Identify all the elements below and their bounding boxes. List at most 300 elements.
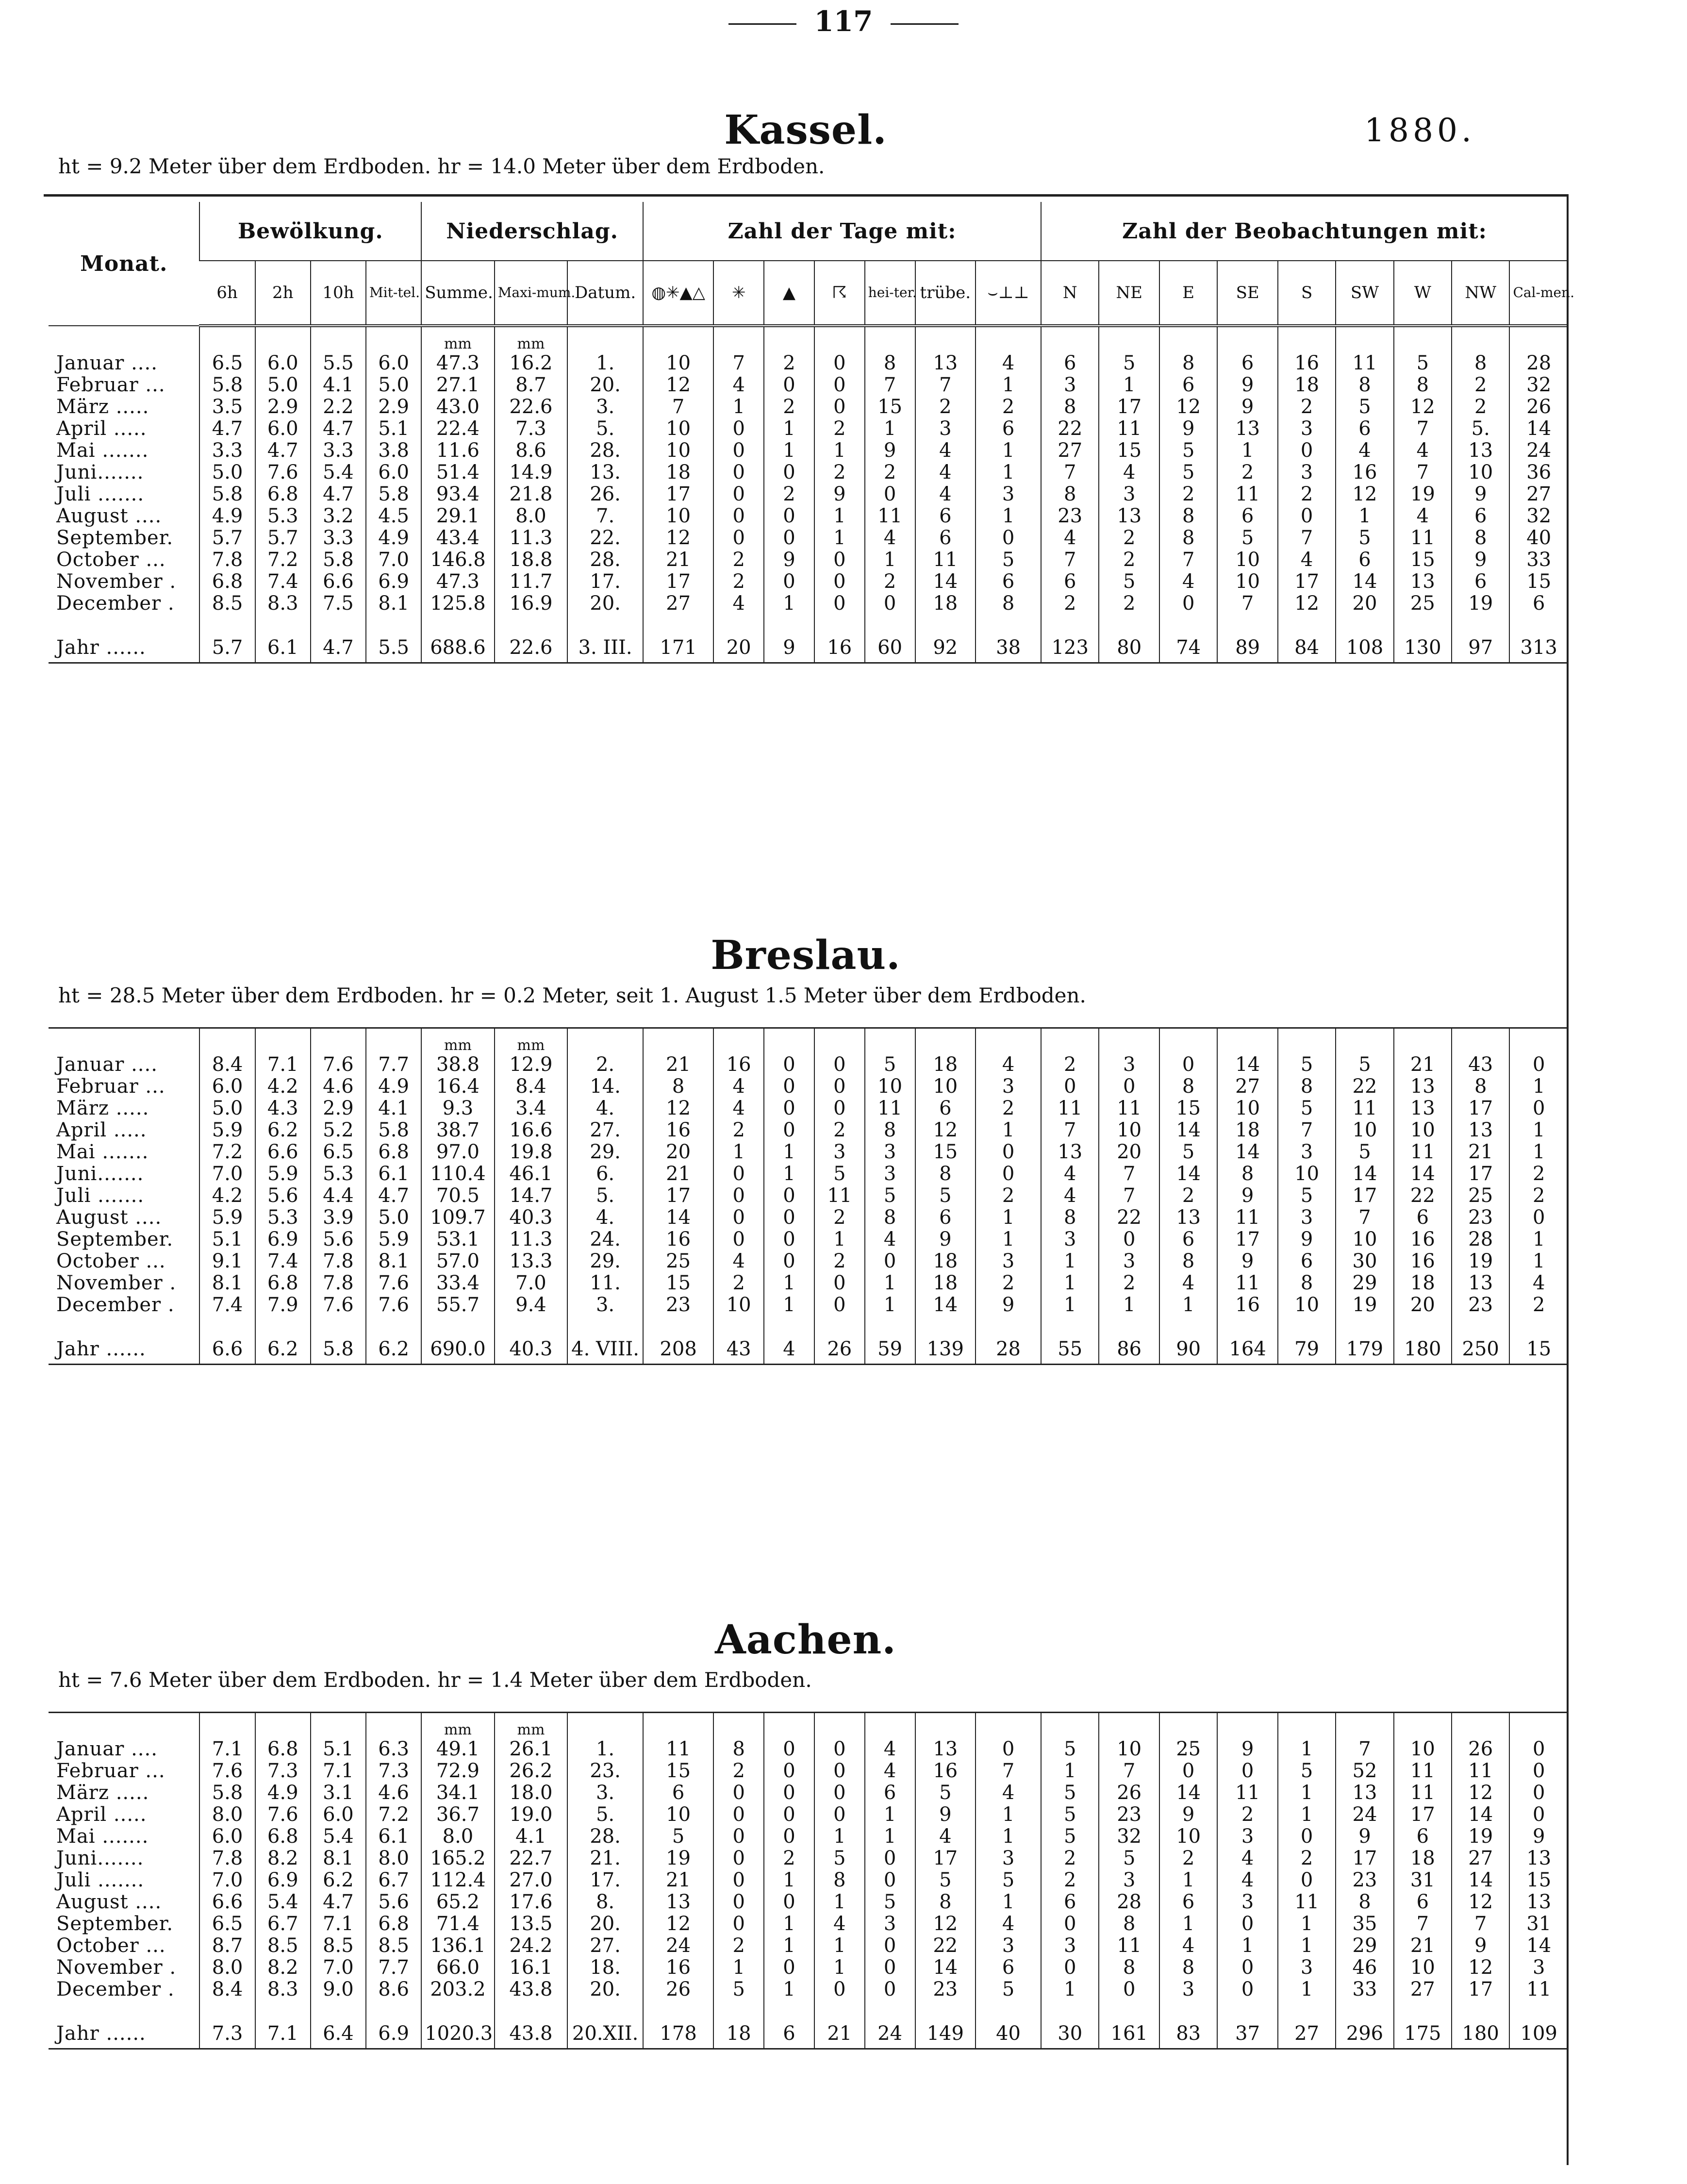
data-cell: 0: [764, 1250, 814, 1272]
data-cell: 0: [764, 1119, 814, 1141]
data-cell: 22.6: [495, 396, 568, 418]
data-cell: 7: [865, 374, 915, 396]
data-cell: 28.: [567, 1826, 643, 1848]
data-cell: 83: [1159, 2019, 1217, 2049]
hail-triangle-icon: ▲: [764, 261, 814, 326]
data-cell: 0: [1159, 1760, 1217, 1782]
empty-cell: [567, 2001, 643, 2019]
data-cell: 16: [643, 1119, 713, 1141]
data-cell: 6.2: [366, 1334, 421, 1365]
data-cell: 0: [764, 1760, 814, 1782]
header-dash-left: [728, 23, 796, 25]
data-cell: 11: [1217, 1782, 1278, 1804]
data-cell: 17: [643, 483, 713, 505]
data-cell: 10: [1394, 1738, 1452, 1760]
data-cell: 2: [1452, 374, 1509, 396]
month-label: April .....: [56, 1803, 147, 1826]
data-cell: 3: [865, 1163, 915, 1185]
data-cell: 16.1: [495, 1957, 568, 1979]
data-cell: 6.8: [366, 1913, 421, 1935]
empty-cell: [713, 2001, 764, 2019]
data-cell: 47.3: [421, 352, 495, 374]
data-cell: 2: [814, 1207, 865, 1229]
data-cell: 23: [1336, 1869, 1393, 1891]
data-cell: 1: [976, 1804, 1041, 1826]
data-cell: 7.: [567, 505, 643, 527]
data-cell: 20: [713, 633, 764, 663]
data-cell: 19.0: [495, 1804, 568, 1826]
data-cell: 6.0: [311, 1804, 366, 1826]
empty-cell: [311, 326, 366, 352]
data-cell: 7: [1099, 1185, 1159, 1207]
data-cell: 5: [814, 1163, 865, 1185]
data-cell: 8.5: [311, 1935, 366, 1957]
data-cell: 4.3: [255, 1098, 311, 1119]
data-cell: 5.8: [199, 483, 255, 505]
table-row: [49, 1163, 1568, 1185]
empty-cell: [495, 615, 568, 633]
data-cell: 6: [1159, 1229, 1217, 1250]
data-cell: 5: [865, 1054, 915, 1076]
data-cell: 9: [1217, 396, 1278, 418]
month-label: Jahr ......: [49, 1334, 199, 1365]
empty-cell: [1452, 615, 1509, 633]
data-cell: 10: [1394, 1119, 1452, 1141]
empty-cell: [1041, 326, 1099, 352]
data-cell: 8.4: [199, 1054, 255, 1076]
data-cell: 16: [643, 1957, 713, 1979]
data-cell: 4: [915, 1826, 976, 1848]
data-cell: 2: [814, 1119, 865, 1141]
empty-cell: [976, 326, 1041, 352]
data-cell: 5.9: [199, 1119, 255, 1141]
table-row: [49, 1848, 1568, 1869]
data-cell: 5: [1041, 1738, 1099, 1760]
data-cell: 16: [1336, 462, 1393, 483]
data-cell: 6.4: [311, 2019, 366, 2049]
data-cell: 6: [976, 1957, 1041, 1979]
data-cell: 9: [764, 549, 814, 571]
data-cell: 5: [1336, 527, 1393, 549]
empty-cell: [567, 326, 643, 352]
data-cell: 5.1: [199, 1229, 255, 1250]
data-cell: 0: [1278, 1826, 1336, 1848]
data-cell: 40.3: [495, 1334, 568, 1365]
data-cell: 8: [1159, 352, 1217, 374]
data-cell: 8.0: [495, 505, 568, 527]
data-cell: 14: [1336, 1163, 1393, 1185]
month-label: April .....: [56, 417, 147, 440]
empty-cell: [1336, 615, 1393, 633]
data-cell: 3: [814, 1141, 865, 1163]
data-cell: 0: [713, 1207, 764, 1229]
data-cell: 2: [713, 1272, 764, 1294]
header-sw: SW: [1336, 261, 1393, 326]
data-cell: 1: [976, 1891, 1041, 1913]
data-cell: 8.0: [421, 1826, 495, 1848]
data-cell: 43: [1452, 1054, 1509, 1076]
data-cell: 17: [1217, 1229, 1278, 1250]
data-cell: 9: [1159, 418, 1217, 440]
data-cell: 5.0: [366, 374, 421, 396]
data-cell: 4.9: [366, 527, 421, 549]
data-cell: 5.: [567, 418, 643, 440]
data-cell: 9: [1509, 1826, 1568, 1848]
data-cell: 20.XII.: [567, 2019, 643, 2049]
units-row: [49, 1713, 1568, 1739]
header-summe: Summe.: [421, 261, 495, 326]
data-cell: 6.7: [255, 1913, 311, 1935]
data-cell: 12: [643, 1098, 713, 1119]
table-row: [49, 527, 1568, 549]
data-cell: 1: [1041, 1294, 1099, 1316]
data-cell: 52: [1336, 1760, 1393, 1782]
data-cell: 8: [814, 1869, 865, 1891]
data-cell: 5: [643, 1826, 713, 1848]
data-cell: 7.7: [366, 1054, 421, 1076]
data-cell: 5: [865, 1891, 915, 1913]
top-rule: [44, 194, 1569, 197]
data-cell: 6.0: [199, 1076, 255, 1098]
data-cell: 7.0: [199, 1869, 255, 1891]
data-cell: 4: [1041, 1163, 1099, 1185]
data-cell: 4: [1041, 527, 1099, 549]
data-cell: 1: [814, 1957, 865, 1979]
data-cell: 0: [1509, 1738, 1568, 1760]
data-cell: 0: [814, 1076, 865, 1098]
data-cell: 11.: [567, 1272, 643, 1294]
data-cell: 7: [1041, 549, 1099, 571]
empty-cell: [865, 2001, 915, 2019]
data-cell: 16: [643, 1229, 713, 1250]
empty-cell: [1278, 1028, 1336, 1054]
table-row: [49, 418, 1568, 440]
data-cell: 8: [1099, 1913, 1159, 1935]
data-cell: 16.6: [495, 1119, 568, 1141]
data-cell: 7.0: [199, 1163, 255, 1185]
empty-cell: [1336, 1713, 1393, 1739]
table-row: [49, 1229, 1568, 1250]
data-cell: 5: [814, 1848, 865, 1869]
data-cell: 24: [1336, 1804, 1393, 1826]
data-cell: 12.9: [495, 1054, 568, 1076]
data-cell: 4: [713, 1098, 764, 1119]
data-cell: 8: [976, 593, 1041, 615]
data-cell: 6.1: [255, 633, 311, 663]
data-cell: 1: [976, 374, 1041, 396]
data-cell: 5.0: [199, 1098, 255, 1119]
spacer-row: [49, 1316, 1568, 1334]
data-cell: 4: [976, 1054, 1041, 1076]
data-cell: 7.3: [199, 2019, 255, 2049]
empty-cell: [1217, 2001, 1278, 2019]
data-cell: 32: [1509, 505, 1568, 527]
data-cell: 11: [1099, 418, 1159, 440]
section-subtitle: ht = 7.6 Meter über dem Erdboden. hr = 1.4 Meter über dem Erdboden.: [58, 1668, 812, 1692]
data-cell: 8.5: [199, 593, 255, 615]
data-cell: 21: [814, 2019, 865, 2049]
data-cell: 7.1: [199, 1738, 255, 1760]
data-cell: 17.6: [495, 1891, 568, 1913]
data-cell: 1: [1041, 1979, 1099, 2001]
data-cell: 21: [1394, 1054, 1452, 1076]
data-cell: 28.: [567, 549, 643, 571]
empty-cell: [1159, 1316, 1217, 1334]
data-cell: 5.1: [311, 1738, 366, 1760]
data-cell: 5: [1336, 1054, 1393, 1076]
data-cell: 250: [1452, 1334, 1509, 1365]
data-cell: 5: [1099, 352, 1159, 374]
data-cell: 80: [1099, 633, 1159, 663]
empty-cell: [1278, 1713, 1336, 1739]
data-cell: 27: [1041, 440, 1099, 462]
data-cell: 0: [865, 1250, 915, 1272]
data-cell: 5.8: [366, 483, 421, 505]
data-cell: 6.1: [366, 1163, 421, 1185]
data-cell: 1: [764, 1979, 814, 2001]
data-cell: 2: [1099, 593, 1159, 615]
data-cell: 6.6: [199, 1334, 255, 1365]
data-cell: 4.7: [311, 418, 366, 440]
page-number: 117: [814, 5, 873, 38]
data-cell: 0: [1099, 1979, 1159, 2001]
data-cell: 0: [1278, 440, 1336, 462]
data-cell: 4: [1336, 440, 1393, 462]
month-label: März .....: [56, 396, 149, 418]
month-label: November .: [56, 1272, 177, 1294]
data-cell: 30: [1041, 2019, 1099, 2049]
empty-cell: [1099, 1028, 1159, 1054]
empty-cell: [567, 1316, 643, 1334]
data-cell: 2: [713, 571, 764, 593]
data-cell: 8.2: [255, 1957, 311, 1979]
data-cell: 4: [915, 440, 976, 462]
data-cell: 4: [865, 527, 915, 549]
data-cell: 4.2: [199, 1185, 255, 1207]
data-cell: 9: [1336, 1826, 1393, 1848]
data-cell: 8.1: [366, 593, 421, 615]
data-cell: 20: [1099, 1141, 1159, 1163]
data-cell: 2: [1159, 483, 1217, 505]
data-cell: 7.1: [311, 1760, 366, 1782]
data-cell: 25: [643, 1250, 713, 1272]
data-cell: 2: [1509, 1185, 1568, 1207]
empty-cell: [1099, 326, 1159, 352]
table-row: [49, 1826, 1568, 1848]
data-cell: 43: [713, 1334, 764, 1365]
header-calmen: Cal-men.: [1509, 261, 1568, 326]
data-cell: 11: [643, 1738, 713, 1760]
data-cell: 21: [643, 1054, 713, 1076]
data-cell: 26.2: [495, 1760, 568, 1782]
empty-cell: [421, 1316, 495, 1334]
data-cell: 8: [1099, 1957, 1159, 1979]
empty-cell: [1159, 2001, 1217, 2019]
data-cell: 1: [814, 1229, 865, 1250]
empty-cell: [199, 615, 255, 633]
spacer-row: [49, 2001, 1568, 2019]
empty-cell: [1336, 326, 1393, 352]
data-cell: 0: [814, 1782, 865, 1804]
empty-cell: [49, 326, 199, 352]
data-cell: 17: [1278, 571, 1336, 593]
month-label: October ...: [56, 549, 166, 571]
data-cell: 1: [976, 462, 1041, 483]
data-cell: 8: [1452, 527, 1509, 549]
data-cell: 4: [713, 1250, 764, 1272]
data-cell: 4: [1217, 1869, 1278, 1891]
data-cell: 1: [976, 505, 1041, 527]
data-cell: 10: [1336, 1229, 1393, 1250]
data-cell: 4: [1159, 1935, 1217, 1957]
empty-cell: [199, 1316, 255, 1334]
data-cell: 7.1: [311, 1913, 366, 1935]
data-cell: 34.1: [421, 1782, 495, 1804]
data-cell: 5.2: [311, 1119, 366, 1141]
data-cell: 3: [1278, 1207, 1336, 1229]
data-cell: 5.1: [366, 418, 421, 440]
data-cell: 6.5: [199, 1913, 255, 1935]
month-label: Jahr ......: [49, 2019, 199, 2049]
data-cell: 1: [1278, 1935, 1336, 1957]
data-cell: 23: [1099, 1804, 1159, 1826]
data-cell: 5.7: [199, 633, 255, 663]
data-cell: 0: [1217, 1979, 1278, 2001]
data-cell: 12: [915, 1913, 976, 1935]
data-cell: 13: [1217, 418, 1278, 440]
data-cell: 7: [1159, 549, 1217, 571]
empty-cell: [49, 615, 199, 633]
data-cell: 27: [1394, 1979, 1452, 2001]
empty-cell: [1336, 1316, 1393, 1334]
data-cell: 23.: [567, 1760, 643, 1782]
data-cell: 2: [1278, 396, 1336, 418]
data-cell: 9: [1452, 1935, 1509, 1957]
data-cell: 4.7: [255, 440, 311, 462]
month-label: Juli .......: [56, 483, 145, 505]
table-row: [49, 1294, 1568, 1316]
data-cell: 2.: [567, 1054, 643, 1076]
snow-star-icon: ✳: [713, 261, 764, 326]
data-cell: 14.: [567, 1076, 643, 1098]
data-cell: 55.7: [421, 1294, 495, 1316]
data-cell: 1: [1509, 1229, 1568, 1250]
data-cell: 0: [1099, 1076, 1159, 1098]
empty-cell: [764, 2001, 814, 2019]
data-cell: 5.5: [311, 352, 366, 374]
data-cell: 0: [1509, 1207, 1568, 1229]
data-cell: 1: [1278, 1913, 1336, 1935]
empty-cell: [865, 1028, 915, 1054]
month-label: April .....: [56, 1119, 147, 1141]
data-cell: 1: [814, 440, 865, 462]
data-cell: 0: [713, 1782, 764, 1804]
data-cell: 2: [814, 462, 865, 483]
empty-cell: [311, 1713, 366, 1739]
data-cell: 13: [1452, 1272, 1509, 1294]
data-cell: 3: [1099, 483, 1159, 505]
data-cell: 6.0: [255, 352, 311, 374]
data-cell: 1: [1336, 505, 1393, 527]
data-cell: 7.1: [255, 1054, 311, 1076]
data-cell: 6.0: [366, 462, 421, 483]
header-mittel: Mit-tel.: [366, 261, 421, 326]
data-cell: 7: [1278, 527, 1336, 549]
data-cell: 1: [976, 1826, 1041, 1848]
data-cell: 1: [865, 418, 915, 440]
data-cell: 0: [713, 1913, 764, 1935]
data-cell: 26.1: [495, 1738, 568, 1760]
data-cell: 2: [976, 1098, 1041, 1119]
data-cell: 15: [1394, 549, 1452, 571]
data-cell: 2: [713, 1935, 764, 1957]
data-cell: 5.: [567, 1804, 643, 1826]
table-row: [49, 1891, 1568, 1913]
header-w: W: [1394, 261, 1452, 326]
empty-cell: [643, 1713, 713, 1739]
empty-cell: [1217, 326, 1278, 352]
data-cell: 13: [1509, 1891, 1568, 1913]
data-cell: 688.6: [421, 633, 495, 663]
data-cell: 5.4: [311, 462, 366, 483]
data-cell: 6.0: [255, 418, 311, 440]
empty-cell: [49, 2001, 199, 2019]
data-cell: 1: [1278, 1979, 1336, 2001]
data-cell: 4.1: [311, 374, 366, 396]
data-cell: 4: [865, 1738, 915, 1760]
data-cell: 6.2: [311, 1869, 366, 1891]
empty-cell: [915, 1316, 976, 1334]
data-cell: 3: [865, 1141, 915, 1163]
data-cell: 171: [643, 633, 713, 663]
data-cell: 15: [643, 1760, 713, 1782]
empty-cell: [976, 1713, 1041, 1739]
data-cell: 0: [713, 505, 764, 527]
data-cell: 4: [976, 1782, 1041, 1804]
data-cell: 21: [1394, 1935, 1452, 1957]
empty-cell: [1452, 326, 1509, 352]
precip-symbol-icon: ◍✳▲△: [643, 261, 713, 326]
data-cell: 2: [976, 396, 1041, 418]
table-row: [49, 1913, 1568, 1935]
data-cell: 72.9: [421, 1760, 495, 1782]
empty-cell: [915, 615, 976, 633]
data-cell: 5.7: [199, 527, 255, 549]
data-cell: 1: [1509, 1250, 1568, 1272]
data-cell: 4. VIII.: [567, 1334, 643, 1365]
data-cell: 3: [976, 1935, 1041, 1957]
data-cell: 0: [865, 483, 915, 505]
data-cell: 10: [643, 1804, 713, 1826]
data-cell: 27: [643, 593, 713, 615]
data-cell: 6: [915, 527, 976, 549]
empty-cell: [255, 2001, 311, 2019]
data-cell: 15: [643, 1272, 713, 1294]
data-cell: 1: [764, 440, 814, 462]
data-cell: 7.8: [311, 1272, 366, 1294]
thunderstorm-icon: ☈: [814, 261, 865, 326]
empty-cell: [814, 2001, 865, 2019]
data-cell: 93.4: [421, 483, 495, 505]
data-cell: mm: [421, 326, 495, 352]
month-label: October ...: [56, 1934, 166, 1957]
data-cell: 7.3: [495, 418, 568, 440]
data-cell: 2.9: [311, 1098, 366, 1119]
data-cell: 24.: [567, 1229, 643, 1250]
data-cell: 8: [865, 352, 915, 374]
data-cell: 2: [915, 396, 976, 418]
data-cell: 11: [865, 505, 915, 527]
